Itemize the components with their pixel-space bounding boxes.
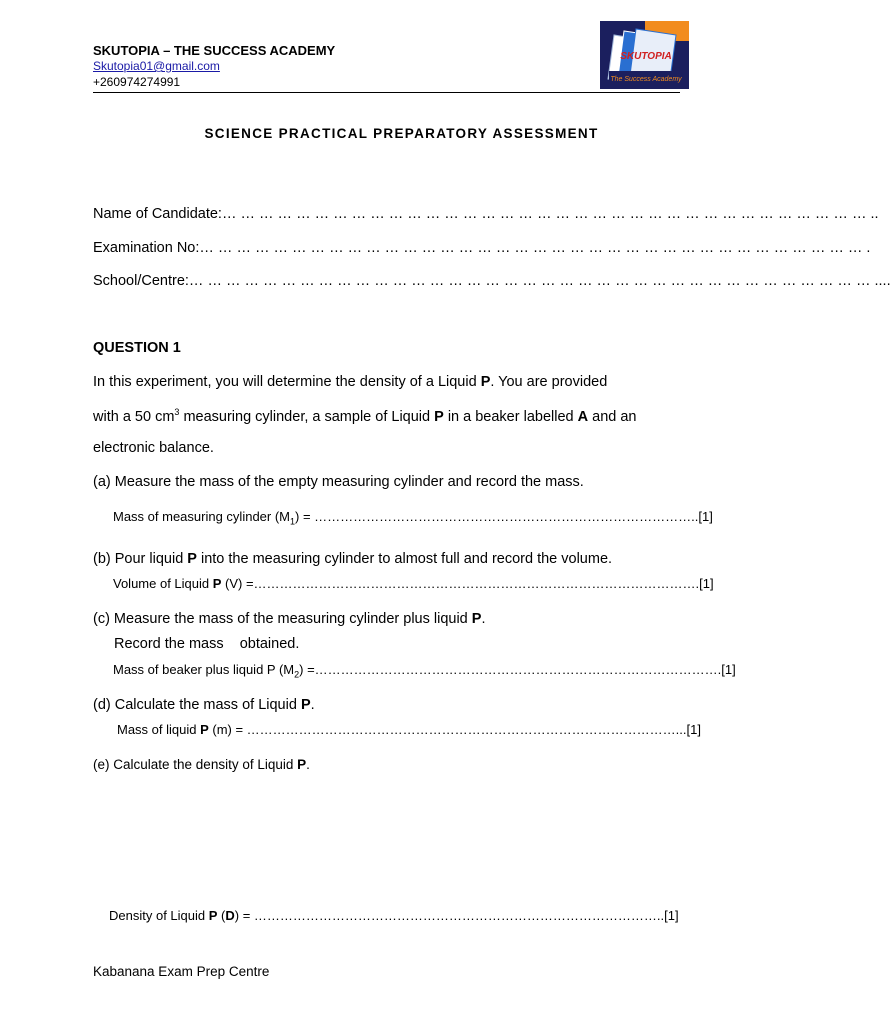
footer-centre-name: Kabanana Exam Prep Centre: [93, 964, 270, 979]
field-label: Examination No:: [93, 240, 200, 256]
phone-number: +260974274991: [93, 75, 181, 89]
intro-line-2: with a 50 $cm^3$ measuring cylinder, a sample of Liquid P in a beaker labelled A and an: [93, 407, 637, 425]
question-heading: QUESTION 1: [93, 340, 181, 356]
school-centre-field[interactable]: [93, 273, 891, 289]
fill-line: … … … … … … … … … … … … … … … … … … … … … … … … … … … … … … … … … … … … … ....: [188, 273, 891, 289]
name-of-candidate-field[interactable]: [93, 206, 879, 222]
part-a-answer-line[interactable]: Mass of measuring cylinder $(M_1)$ = ……………………………………………………………………………..[1]: [113, 509, 713, 527]
header-divider: [93, 92, 680, 93]
part-b-answer-line[interactable]: Volume of Liquid P (V) =………………………………………………………………………………………….[1]: [113, 576, 714, 591]
logo-wordmark: SKUTOPIA: [620, 51, 672, 62]
part-c-instruction-line-2: Record the mass obtained.: [114, 636, 300, 652]
part-d-answer-line[interactable]: Mass of liquid P (m) = ………………………………………………………………………………………...[1]: [117, 722, 701, 737]
intro-line-1: In this experiment, you will determine the density of a Liquid P. You are provided: [93, 374, 608, 390]
part-b-instruction: (b) Pour liquid P into the measuring cylinder to almost full and record the volume.: [93, 551, 613, 567]
skutopia-logo: [600, 21, 689, 89]
fill-line: … … … … … … … … … … … … … … … … … … … … … … … … … … … … … … … … … … … … .: [199, 240, 871, 256]
fill-line: … … … … … … … … … … … … … … … … … … … … … … … … … … … … … … … … … … … ..: [221, 206, 879, 222]
part-a-instruction: (a) Measure the mass of the empty measuring cylinder and record the mass.: [93, 474, 584, 490]
part-e-answer-line[interactable]: Density of Liquid P (D) = …………………………………………………………………………………..[1]: [109, 908, 679, 923]
page-title: SCIENCE PRACTICAL PREPARATORY ASSESSMENT: [204, 126, 599, 141]
part-e-instruction: (e) Calculate the density of Liquid P.: [93, 757, 310, 772]
field-label: Name of Candidate:: [93, 206, 222, 222]
part-c-answer-line[interactable]: Mass of beaker plus liquid P $(M_2)$ =………………………………………………………………………………….[1]: [113, 662, 736, 680]
intro-line-3: electronic balance.: [93, 440, 214, 456]
part-d-instruction: (d) Calculate the mass of Liquid P.: [93, 697, 315, 713]
part-c-instruction: (c) Measure the mass of the measuring cylinder plus liquid P.: [93, 611, 486, 627]
organization-name: SKUTOPIA – THE SUCCESS ACADEMY: [93, 43, 336, 58]
logo-tagline: The Success Academy: [610, 76, 682, 83]
examination-number-field[interactable]: [93, 240, 870, 256]
field-label: School/Centre:: [93, 273, 189, 289]
email-link[interactable]: Skutopia01@gmail.com: [93, 59, 220, 73]
